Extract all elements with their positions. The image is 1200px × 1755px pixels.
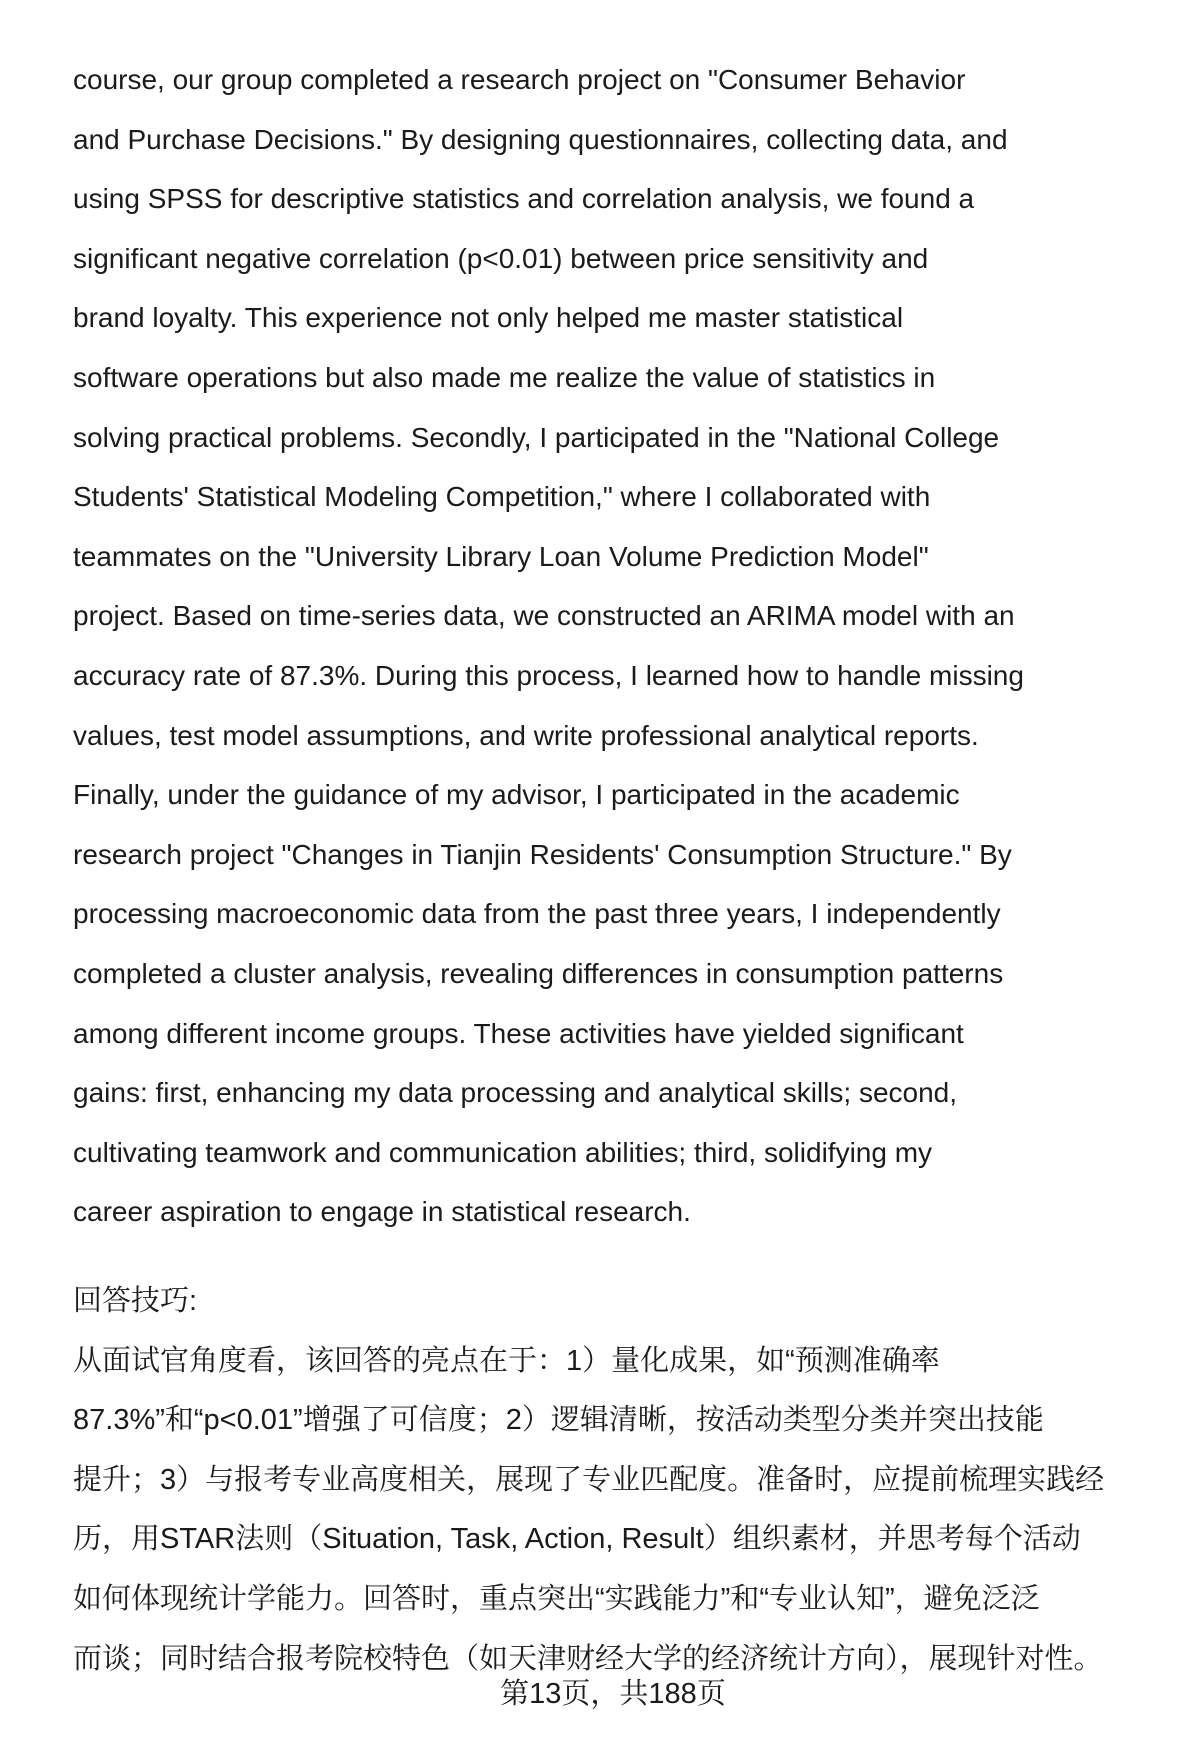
body-text-line: significant negative correlation (p<0.01) between price sensitivity and: [73, 242, 929, 274]
tips-text-line: 87.3%”和“p<0.01”增强了可信度；2）逻辑清晰，按活动类型分类并突出技能: [73, 1404, 1044, 1437]
body-text-line: accuracy rate of 87.3%. During this process, I learned how to handle missing: [73, 659, 1024, 691]
body-text-line: course, our group completed a research project on "Consumer Behavior: [73, 64, 966, 95]
tips-text-line: 而谈；同时结合报考院校特色（如天津财经大学的经济统计方向），展现针对性。: [73, 1642, 1103, 1675]
answer-paragraph: [73, 50, 1173, 1242]
tips-text-line: 提升；3）与报考专业高度相关，展现了专业匹配度。准备时，应提前梳理实践经: [73, 1463, 1105, 1496]
body-text-line: Finally, under the guidance of my advisor, I participated in the academic: [73, 779, 960, 811]
body-text-line: cultivating teamwork and communication abilities; third, solidifying my: [73, 1136, 933, 1168]
body-text-line: Students' Statistical Modeling Competition," where I collaborated with: [73, 481, 931, 513]
body-text-line: brand loyalty. This experience not only helped me master statistical: [73, 302, 904, 334]
body-text-line: solving practical problems. Secondly, I participated in the "National College: [73, 421, 1000, 453]
body-text-line: teammates on the "University Library Loan Volume Prediction Model": [73, 540, 929, 572]
body-text-line: research project "Changes in Tianjin Residents' Consumption Structure." By: [73, 838, 1012, 870]
body-text-line: career aspiration to engage in statistical research.: [73, 1196, 691, 1228]
body-text-line: completed a cluster analysis, revealing differences in consumption patterns: [73, 957, 1004, 989]
body-text-line: using SPSS for descriptive statistics and correlation analysis, we found a: [73, 183, 975, 215]
body-text-line: processing macroeconomic data from the past three years, I independently: [73, 898, 1001, 930]
body-text-line: among different income groups. These activities have yielded significant: [73, 1017, 964, 1049]
body-text-line: values, test model assumptions, and write professional analytical reports.: [73, 719, 979, 751]
body-text-line: and Purchase Decisions." By designing questionnaires, collecting data, and: [73, 123, 1008, 155]
answer-tips-section: [73, 1272, 1173, 1689]
tips-text-line: 历，用STAR法则（Situation, Task, Action, Result）组织素材，并思考每个活动: [73, 1523, 1081, 1556]
tips-heading: 回答技巧:: [73, 1285, 198, 1317]
body-text-line: project. Based on time-series data, we constructed an ARIMA model with an: [73, 600, 1015, 632]
tips-text-line: 如何体现统计学能力。回答时，重点突出“实践能力”和“专业认知”，避免泛泛: [73, 1582, 1040, 1615]
tips-text-line: 从面试官角度看，该回答的亮点在于：1）量化成果，如“预测准确率: [73, 1344, 940, 1377]
page-number: 第13页，共188页: [500, 1678, 726, 1710]
body-text-line: software operations but also made me realize the value of statistics in: [73, 361, 936, 393]
body-text-line: gains: first, enhancing my data processing and analytical skills; second,: [73, 1077, 958, 1109]
